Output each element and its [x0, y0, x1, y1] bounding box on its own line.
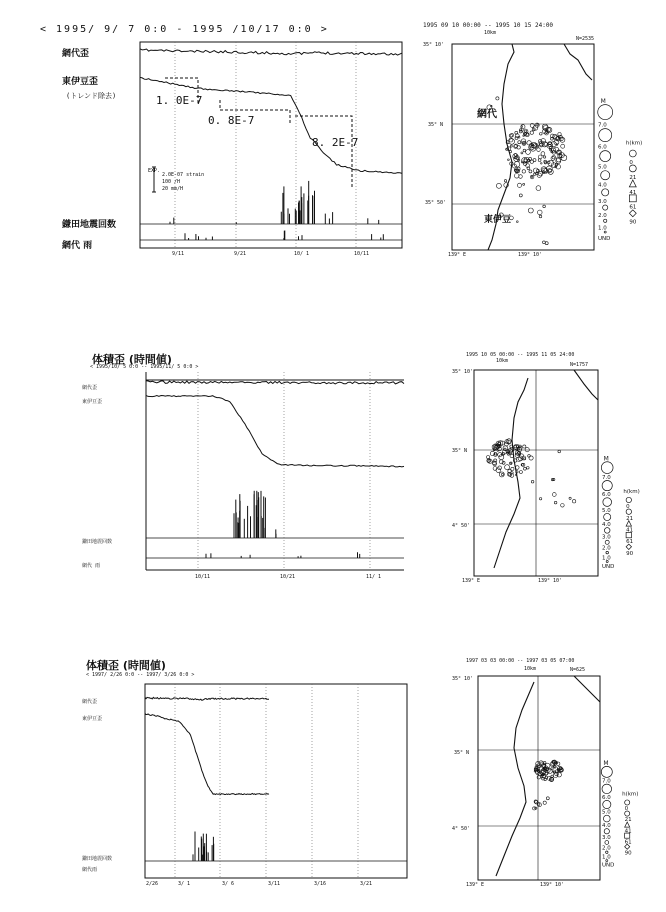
- legend-depth-marker: [626, 497, 631, 502]
- p2-xtick-0: 10/11: [195, 574, 211, 580]
- epicenter: [511, 462, 513, 464]
- epicenter: [518, 141, 521, 144]
- epicenter: [539, 498, 541, 500]
- legend-magnitude-label: 2.0: [598, 213, 607, 220]
- map2-lat-1: 35° N: [452, 448, 468, 454]
- epicenter: [519, 194, 522, 197]
- epicenter: [510, 145, 512, 147]
- legend-depth-marker: [629, 210, 636, 217]
- epicenter: [522, 170, 525, 173]
- epicenter: [536, 186, 541, 191]
- map1-lon-0: 139° E: [448, 252, 467, 258]
- epicenter: [529, 456, 533, 460]
- epicenter: [526, 150, 531, 155]
- epicenter: [501, 473, 503, 475]
- epicenter: [537, 776, 540, 779]
- map1-lat-1: 35° N: [428, 122, 444, 128]
- dashed-offset-3: [295, 116, 352, 187]
- legend-magnitude-circle: [606, 551, 609, 554]
- legend-magnitude-label: 5.0: [602, 507, 611, 514]
- earthquake-count-bars: [170, 181, 379, 224]
- legend-depth-label: 41: [626, 527, 634, 534]
- epicenter: [561, 504, 565, 508]
- p3-xtick-5: 3/21: [360, 881, 373, 887]
- p3-row-0: 網代歪: [82, 699, 98, 705]
- legend-magnitude-label: UND: [602, 563, 615, 570]
- epicenter: [496, 183, 501, 188]
- p1-row-ajiro-rain: 網代 雨: [62, 241, 93, 251]
- map3-lon-0: 139° E: [466, 882, 485, 888]
- series-ajiro-strain: [146, 381, 404, 384]
- legend-magnitude-circle: [602, 189, 609, 196]
- legend-depth-label: 61: [629, 204, 637, 211]
- legend-magnitude-label: 1.0: [602, 555, 611, 562]
- legend-magnitude-label: 2.0: [602, 545, 611, 552]
- legend-magnitude-label: 3.0: [598, 198, 607, 205]
- legend-magnitude-circle: [605, 841, 609, 845]
- series-higashiizu-strain: [145, 713, 269, 794]
- legend-magnitude-label: 6.0: [602, 794, 611, 801]
- map3-count: N=625: [570, 667, 586, 673]
- legend-depth-label: 0: [626, 504, 630, 511]
- epicenter: [524, 130, 526, 132]
- legend-magnitude-circle: [605, 540, 609, 544]
- legend-magnitude-circle: [603, 498, 612, 507]
- legend-magnitude-header: M: [600, 97, 606, 105]
- map2-lat-2: 4° 50': [452, 523, 471, 529]
- panel2-strain-chart: [146, 372, 404, 572]
- epicenter: [541, 163, 543, 165]
- legend-magnitude-circle: [601, 171, 610, 180]
- epicenter: [543, 205, 546, 208]
- epicenter: [521, 152, 523, 154]
- p1-scale-strain: 2.0E-07 strain: [162, 172, 205, 178]
- epicenter: [537, 148, 541, 152]
- epicenter: [516, 466, 520, 470]
- epicenter: [538, 159, 541, 162]
- legend-depth-header: h(km): [625, 140, 643, 147]
- legend-magnitude-circle: [604, 513, 611, 520]
- epicenter: [552, 156, 555, 159]
- epicenter: [527, 467, 530, 470]
- legend-magnitude-label: 3.0: [602, 834, 611, 841]
- epicenter: [543, 801, 546, 804]
- epicenter: [543, 241, 546, 244]
- legend-depth-label: 41: [624, 828, 632, 835]
- p2-xtick-2: 11/ 1: [366, 574, 382, 580]
- legend-magnitude-circle: [604, 219, 607, 222]
- legend-magnitude-circle: [603, 205, 608, 210]
- p1-row-kamata-count: 鎌田地震回数: [62, 220, 117, 230]
- legend-depth-header: h(km): [622, 791, 639, 798]
- map3-lat-0: 35° 10': [452, 676, 474, 682]
- epicenter: [529, 170, 532, 173]
- legend-magnitude-label: 7.0: [598, 122, 607, 129]
- map1-lon-1: 139° 10': [518, 252, 543, 258]
- epicenter: [516, 221, 518, 223]
- legend-magnitude-circle: [604, 829, 609, 834]
- epicenter: [504, 180, 506, 182]
- map2-lat-0: 35° 10': [452, 369, 474, 375]
- legend-magnitude-label: UND: [598, 235, 611, 242]
- map1-lat-0: 35° 10': [423, 42, 445, 48]
- epicenter: [541, 152, 545, 156]
- legend-depth-label: 0: [629, 159, 633, 166]
- p3-row-3: 網代雨: [82, 867, 98, 873]
- epicenter: [517, 146, 520, 149]
- p1-annotation-3: 8. 2E-7: [312, 136, 359, 149]
- legend-magnitude-label: 4.0: [602, 823, 611, 830]
- rain-bars: [206, 552, 360, 558]
- legend-depth-label: 41: [629, 189, 637, 196]
- legend-magnitude-label: 5.0: [598, 164, 607, 171]
- epicenter: [496, 468, 501, 473]
- map3-lat-2: 4° 50': [452, 826, 471, 832]
- epicenter: [508, 159, 510, 161]
- series-higashiizu-strain: [146, 395, 404, 467]
- legend-depth-label: 21: [624, 817, 632, 824]
- legend-depth-label: 61: [626, 539, 634, 546]
- map2-scale: 10km: [496, 358, 509, 364]
- legend-magnitude-label: 6.0: [602, 492, 611, 499]
- earthquake-count-bars: [193, 832, 214, 862]
- map1-place-ajiro: 網代: [477, 109, 497, 120]
- legend-magnitude-circle: [606, 560, 608, 562]
- legend-depth-label: 90: [629, 219, 637, 226]
- p3-row-2: 鎌田地震回数: [82, 856, 113, 862]
- series-higashiizu-strain: [140, 77, 402, 173]
- panel1-strain-chart: [140, 42, 402, 260]
- legend-magnitude-circle: [602, 481, 612, 491]
- map3-lat-1: 35° N: [454, 750, 470, 756]
- legend-depth-marker: [629, 180, 636, 187]
- legend-depth-header: h(km): [623, 488, 640, 495]
- p2-row-2: 鎌田地震回数: [82, 539, 113, 545]
- legend-magnitude-label: 2.0: [602, 845, 611, 852]
- p1-row-higashiizu-strain: 東伊豆歪: [62, 77, 99, 87]
- legend-magnitude-circle: [599, 129, 612, 142]
- series-ajiro-strain: [140, 49, 402, 55]
- legend-1: [596, 96, 662, 256]
- epicenter: [514, 174, 519, 179]
- epicenter: [539, 215, 542, 218]
- epicenter: [496, 97, 499, 100]
- epicenter: [550, 777, 553, 780]
- epicenter: [519, 471, 522, 474]
- legend-magnitude-label: 1.0: [602, 854, 611, 861]
- p2-row-1: 東伊豆歪: [82, 399, 103, 405]
- panel1-title: < 1995/ 9/ 7 0:0 - 1995 /10/17 0:0 >: [40, 24, 329, 35]
- p1-xtick-3: 10/11: [354, 251, 370, 257]
- rain-bars: [185, 231, 383, 241]
- legend-magnitude-label: UND: [602, 862, 615, 869]
- coastline: [496, 676, 600, 876]
- map3-title: 1997 03 03 00:00 -- 1997 03 05 07:00: [466, 658, 575, 664]
- map-frame: [452, 44, 594, 250]
- legend-depth-label: 61: [624, 839, 632, 846]
- map1-place-higashiizu: 東伊豆: [484, 215, 512, 225]
- p3-xtick-2: 3/ 6: [222, 881, 235, 887]
- epicenter: [546, 797, 549, 800]
- map1-lat-2: 35° 50': [425, 200, 447, 206]
- legend-magnitude-circle: [606, 860, 608, 862]
- p1-annotation-2: 0. 8E-7: [208, 114, 255, 127]
- legend-magnitude-circle: [600, 151, 611, 162]
- legend-magnitude-circle: [601, 462, 613, 474]
- epicenter: [537, 173, 541, 177]
- epicenter: [545, 776, 547, 778]
- panel3-title: 体積歪 (時間値): [86, 659, 166, 672]
- p2-xtick-1: 10/21: [280, 574, 296, 580]
- map1-scale: 10km: [484, 30, 497, 36]
- legend-magnitude-label: 7.0: [602, 474, 611, 481]
- panel3-strain-chart: [145, 684, 407, 880]
- epicenter: [497, 450, 499, 452]
- map1-epicenter-map: [452, 44, 594, 250]
- map1-title: 1995 09 10 00:00 -- 1995 10 15 24:00: [423, 22, 554, 29]
- epicenter: [561, 144, 565, 148]
- epicenter: [507, 454, 509, 456]
- panel2-period: < 1995/10/ 5 0:0 -- 1995/11/ 5 0:0 >: [90, 364, 199, 370]
- p1-xtick-2: 10/ 1: [294, 251, 310, 257]
- p1-row-ajiro-strain: 網代歪: [62, 49, 90, 59]
- legend-magnitude-circle: [603, 815, 610, 822]
- legend-magnitude-label: 5.0: [602, 809, 611, 816]
- epicenter: [558, 450, 561, 453]
- panel3-period: < 1997/ 2/26 0:0 -- 1997/ 3/26 0:0 >: [86, 672, 195, 678]
- legend-depth-marker: [629, 165, 636, 172]
- legend-magnitude-circle: [602, 784, 612, 794]
- map3-lon-1: 139° 10': [540, 882, 565, 888]
- epicenter: [515, 474, 517, 476]
- legend-depth-label: 21: [629, 174, 637, 181]
- p3-xtick-0: 2/26: [146, 881, 159, 887]
- legend-magnitude-header: M: [603, 760, 609, 768]
- p1-annotation-1: 1. 0E-7: [156, 94, 203, 107]
- epicenter: [517, 183, 521, 187]
- legend-2: [600, 455, 662, 585]
- p1-xtick-0: 9/11: [172, 251, 185, 257]
- legend-depth-label: 21: [626, 515, 634, 522]
- epicenter: [505, 465, 510, 470]
- epicenter: [528, 455, 531, 458]
- legend-magnitude-label: 1.0: [598, 225, 607, 232]
- p1-scale-rain: 20 mm/H: [162, 186, 184, 192]
- p3-xtick-4: 3/16: [314, 881, 327, 887]
- legend-depth-label: 90: [626, 550, 634, 557]
- epicenter: [523, 445, 526, 448]
- epicenter: [523, 183, 525, 185]
- p2-row-3: 網代 雨: [82, 563, 101, 569]
- legend-magnitude-circle: [604, 231, 606, 233]
- epicenter: [572, 500, 575, 503]
- map3-epicenter-map: [478, 676, 600, 880]
- epicenter: [524, 159, 527, 162]
- epicenter: [540, 143, 544, 147]
- p1-scale-exp: EXP.: [148, 168, 161, 174]
- legend-depth-label: 0: [624, 806, 629, 813]
- map-frame: [478, 676, 600, 880]
- epicenter: [531, 480, 534, 483]
- p1-xtick-1: 9/21: [234, 251, 247, 257]
- epicenter: [502, 461, 505, 464]
- legend-magnitude-label: 3.0: [602, 534, 611, 541]
- epicenter: [538, 155, 542, 159]
- p2-row-0: 網代歪: [82, 385, 98, 391]
- legend-depth-label: 90: [624, 850, 632, 857]
- epicenter: [537, 124, 539, 126]
- legend-magnitude-label: 7.0: [602, 778, 611, 785]
- map2-count: N=1757: [570, 362, 589, 368]
- p3-row-1: 東伊豆歪: [82, 716, 103, 722]
- map2-lon-0: 139° E: [462, 578, 481, 584]
- legend-magnitude-header: M: [603, 455, 609, 463]
- legend-magnitude-circle: [603, 800, 611, 808]
- panel2-title: 体積歪 (時間値): [92, 353, 172, 366]
- epicenter: [530, 131, 533, 134]
- epicenter: [530, 160, 533, 163]
- epicenter: [518, 136, 520, 138]
- legend-depth-marker: [625, 800, 630, 805]
- epicenter: [523, 149, 526, 152]
- legend-magnitude-label: 6.0: [598, 144, 607, 151]
- p3-xtick-3: 3/11: [268, 881, 281, 887]
- epicenter: [531, 176, 533, 178]
- epicenter: [519, 175, 523, 179]
- legend-3: [600, 760, 662, 880]
- epicenter: [521, 126, 523, 128]
- p1-row-higashiizu-sub: (トレンド除去): [66, 92, 117, 100]
- epicenter: [543, 156, 545, 158]
- epicenter: [552, 493, 556, 497]
- map2-lon-1: 139° 10': [538, 578, 563, 584]
- p1-scale-count: 100 /H: [162, 179, 181, 185]
- epicenter: [569, 497, 571, 499]
- legend-magnitude-label: 4.0: [598, 182, 607, 189]
- coastline: [494, 370, 598, 568]
- earthquake-count-bars: [234, 491, 276, 538]
- legend-magnitude-circle: [598, 105, 613, 120]
- map2-epicenter-map: [474, 370, 598, 576]
- epicenter: [487, 456, 490, 459]
- legend-magnitude-circle: [604, 528, 610, 534]
- epicenter: [511, 467, 514, 470]
- map2-title: 1995 10 05 00:00 -- 1995 11 05 24:00: [466, 352, 575, 358]
- epicenter: [515, 137, 518, 140]
- legend-magnitude-label: 4.0: [602, 521, 611, 528]
- epicenter: [554, 766, 556, 768]
- epicenter: [554, 501, 557, 504]
- legend-depth-marker: [629, 195, 636, 202]
- map3-scale: 10km: [524, 666, 537, 672]
- epicenter: [524, 467, 527, 470]
- p3-xtick-1: 3/ 1: [178, 881, 191, 887]
- epicenter: [540, 133, 543, 136]
- epicenter: [545, 242, 548, 245]
- map1-count: N=2535: [576, 36, 595, 42]
- epicenter: [538, 210, 543, 215]
- legend-depth-marker: [629, 150, 636, 157]
- epicenter: [528, 208, 533, 213]
- epicenter: [554, 771, 556, 773]
- series-ajiro-strain: [145, 697, 269, 700]
- legend-magnitude-circle: [601, 766, 612, 777]
